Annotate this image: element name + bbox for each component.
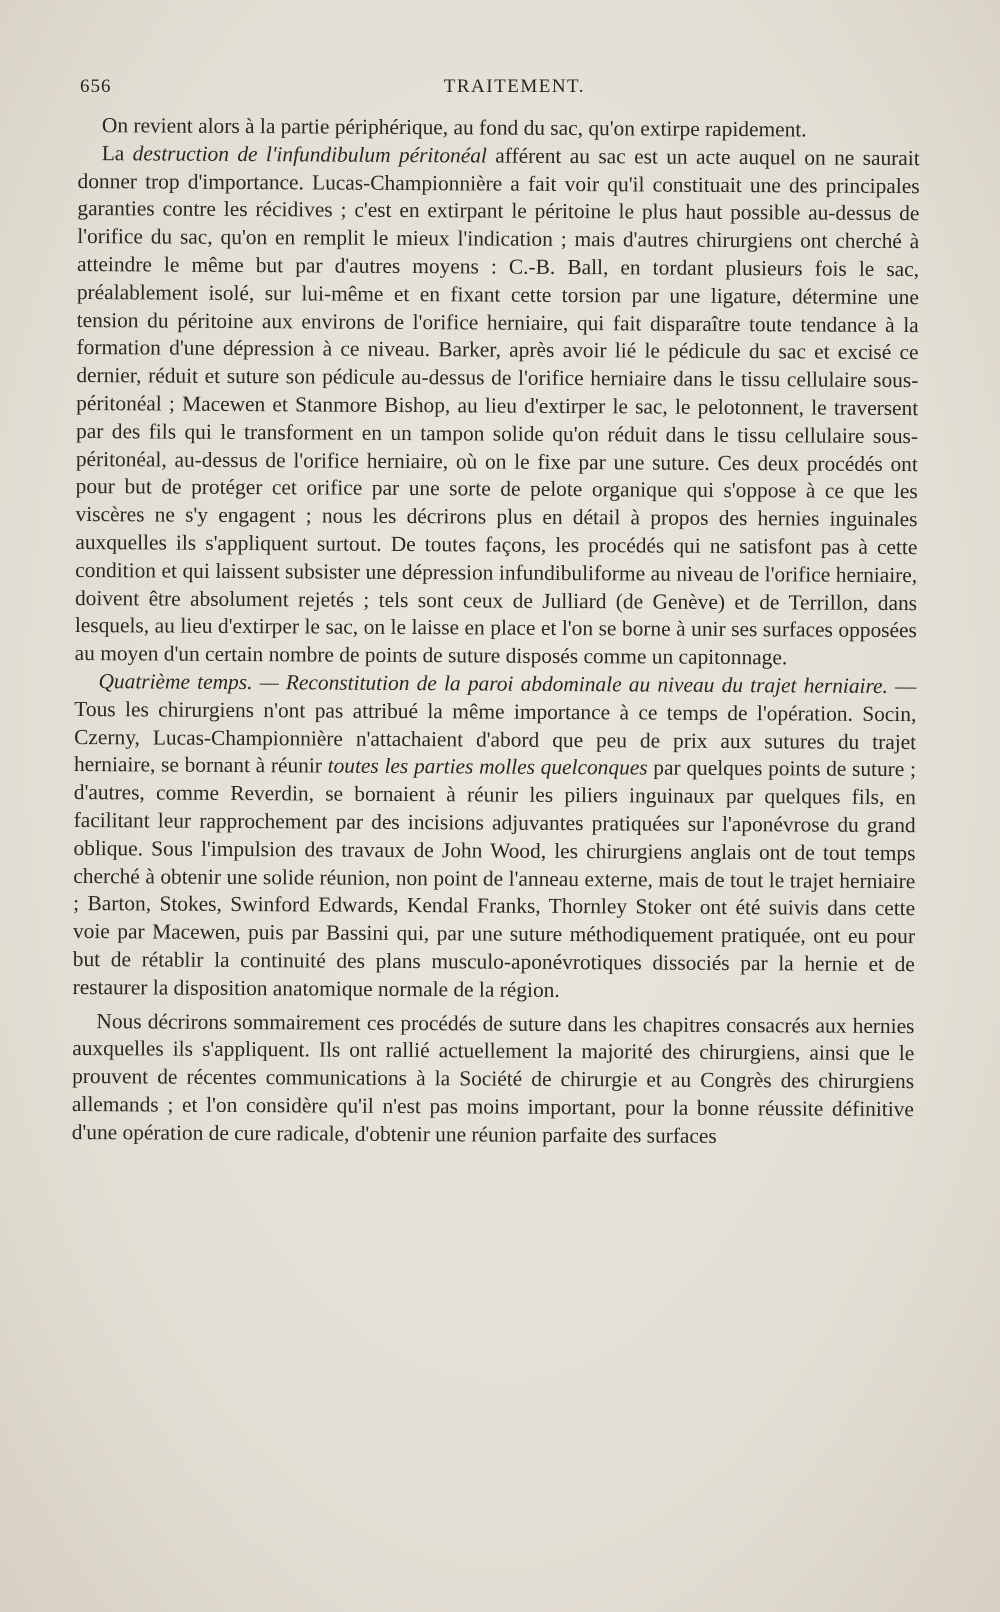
paragraph-2	[75, 140, 920, 673]
paragraph-2-emphasis: destruction de l'infundibulum péritonéal	[132, 141, 487, 168]
page-number: 656	[80, 76, 112, 97]
paragraph-3-text-b: par quelques points de suture ; d'autres, comme Reverdin, se bornaient à réunir les piliers inguinaux par quelques fils, en facilitant leur rapprochement par des incisions adjuvantes pratiquées sur l'aponévrose du grand oblique. Sous l'impulsion des travaux de John Wood, les chirurgiens anglais ont de tout temps cherché à obtenir une solide réunion, non point de l'anneau externe, mais de tout le trajet herniaire ; Barton, Stokes, Swinford Edwards, Kendal Franks, Thornley Stoker ont été suivis dans cette voie par Macewen, puis par Bassini qui, par une suture méthodiquement pratiquée, ont eu pour but de rétablir la continuité des plans musculo-aponévrotiques dissociés par la hernie et de restaurer la disposition anatomique normale de la région.	[72, 755, 917, 1002]
paragraph-4: Nous décrirons sommairement ces procédés de suture dans les chapitres consacrés aux hernies auxquelles ils s'appliquent. Ils ont rallié actuellement la majorité des chirurgiens, ainsi que le prouvent de récentes communications à la Société de chirurgie et au Congrès des chirurgiens allemands ; et l'on considère qu'il n'est pas moins important, pour la bonne réussite définitive d'une opération de cure radicale, d'obtenir une réunion parfaite des surfaces	[71, 1008, 915, 1148]
paragraph-3-text-a: — Tous les chirurgiens n'ont pas attribué la même importance à ce temps de l'opération. Socin, Czerny, Lucas-Championnière n'attachaient d'abord que peu de prix aux sutures du trajet herniaire, se bornant à réunir	[73, 673, 917, 778]
paragraph-1: On revient alors à la partie périphérique, au fond du sac, qu'on extirpe rapidement.	[101, 113, 807, 142]
paragraph-3-emphasis: toutes les parties molles quelconques	[327, 753, 648, 780]
paragraph-2-lead: La	[101, 140, 133, 166]
section-heading-quatrieme-temps: Quatrième temps. — Reconstitution de la paroi abdominale au niveau du trajet herniaire.	[98, 669, 888, 698]
paragraph-2-text: afférent au sac est un acte auquel on ne saurait donner trop d'importance. Lucas-Championnière a fait voir qu'il constituait une des principales garanties contre les récidives ; c'est en extirpant le péritoine le plus haut possible au-dessus de l'orifice du sac, qu'on en remplit le mieux l'indication ; mais d'autres chirurgiens ont cherché à atteindre le même but par d'autres moyens : C.-B. Ball, en tordant plusieurs fois le sac, préalablement isolé, sur lui-même et en fixant cette torsion par une ligature, détermine une tension du péritoine aux environs de l'orifice herniaire, qui fait disparaître toute tendance à la formation d'une dépression à ce niveau. Barker, après avoir lié le pédicule du sac et excisé ce dernier, réduit et suture son pédicule au-dessus de l'orifice herniaire dans le tissu cellulaire sous-péritonéal ; Macewen et Stanmore Bishop, au lieu d'extirper le sac, le pelotonnent, le traversent par des fils qui le transforment en un tampon solide qu'on réduit dans le tissu cellulaire sous-péritonéal, au-dessus de l'orifice herniaire, où on le fixe par une suture. Ces deux procédés ont pour but de protéger cet orifice par une sorte de pelote organique qui s'oppose à ce que les viscères ne s'y engagent ; nous les décrirons plus en détail à propos des hernies inguinales auxquelles ils s'appliquent surtout. De toutes façons, les procédés qui ne satisfont pas à cette condition et qui laissent subsister une dépression infundibuliforme au niveau de l'orifice herniaire, doivent être absolument rejetés ; tels sont ceux de Julliard (de Genève) et de Terrillon, dans lesquels, au lieu d'extirper le sac, on le laisse en place et l'on se borne à unir ses surfaces opposées au moyen d'un certain nombre de points de suture disposés comme un capitonnage.	[74, 143, 920, 670]
paragraph-3	[73, 668, 917, 1007]
body-text	[72, 112, 920, 1152]
running-head: TRAITEMENT.	[443, 76, 585, 97]
page-header	[80, 76, 585, 106]
